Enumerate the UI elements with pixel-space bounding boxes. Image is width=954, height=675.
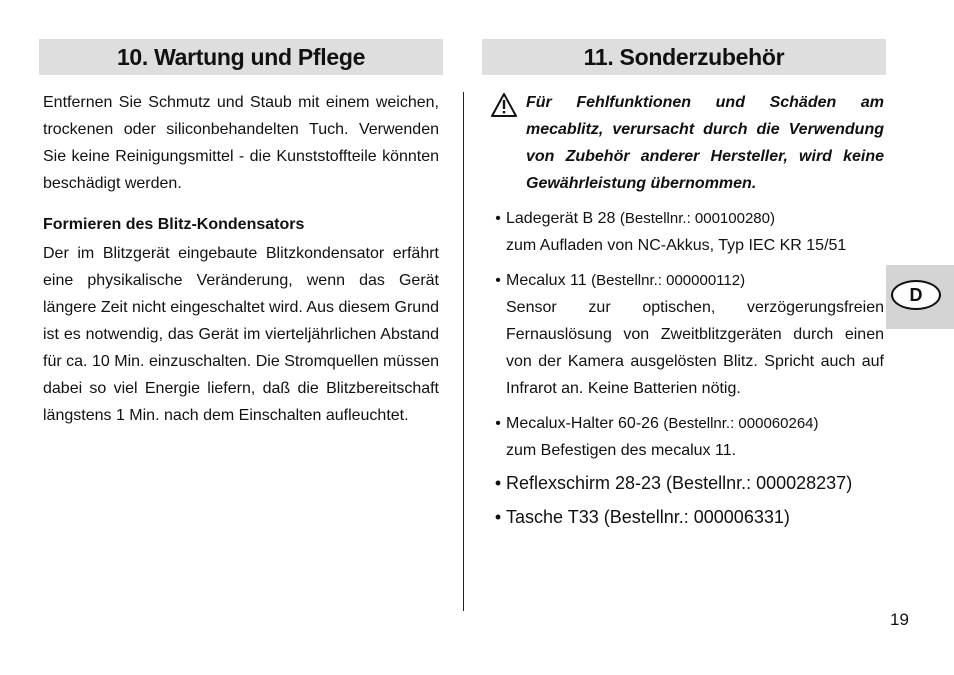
item-name: Reflexschirm 28-23 (Bestellnr.: 000028237) — [506, 473, 853, 493]
list-bullet: • — [494, 507, 502, 527]
accessories-column — [490, 89, 884, 532]
item-order-number: (Bestellnr.: 000060264) — [663, 415, 819, 432]
list-bullet: • — [494, 473, 502, 493]
warning-note — [490, 89, 884, 197]
capacitor-body: Der im Blitzgerät eingebaute Blitzkondensator erfährt eine physikalische Veränderung, wenn das Gerät längere Zeit nicht eingeschaltet wird. Aus diesem Grund ist es notwendig, das Gerät im vierteljährlichen Abstand für ca. 10 Min. einzuschalten. Die Stromquellen müssen dabei so viel Energie liefern, daß die Blitzbereitschaft längstens 1 Min. nach dem Einschalten aufleuchtet. — [43, 245, 439, 424]
item-name: Ladegerät B 28 — [506, 210, 616, 227]
list-bullet: • — [495, 415, 501, 432]
item-name: Tasche T33 (Bestellnr.: 000006331) — [506, 507, 790, 527]
maintenance-intro: Entfernen Sie Schmutz und Staub mit einem weichen, trockenen oder siliconbehandelten Tuch. Verwenden Sie keine Reinigungsmittel - die Kunststoffteile könnten beschädigt werden. — [43, 94, 439, 192]
list-bullet: • — [495, 210, 501, 227]
item-order-number: (Bestellnr.: 000000112) — [591, 272, 746, 289]
section-title-maintenance: 10. Wartung und Pflege — [39, 39, 443, 75]
list-item — [490, 502, 884, 532]
page-number: 19 — [890, 610, 909, 629]
list-bullet: • — [495, 272, 501, 289]
language-tab-label: D — [891, 280, 941, 310]
language-tab — [886, 265, 954, 329]
warning-text: Für Fehlfunktionen und Schäden am mecablitz, verursacht durch die Verwendung von Zubehör anderer Hersteller, wird keine Gewährleistung übernommen. — [526, 94, 884, 192]
item-description: zum Aufladen von NC-Akkus, Typ IEC KR 15/51 — [506, 237, 847, 254]
maintenance-column — [43, 89, 439, 429]
section-title-accessories: 11. Sonderzubehör — [482, 39, 886, 75]
item-order-number: (Bestellnr.: 000100280) — [619, 210, 775, 227]
item-description: zum Befestigen des mecalux 11. — [506, 442, 737, 459]
warning-triangle-icon — [490, 92, 526, 197]
list-item — [490, 468, 884, 498]
item-name: Mecalux-Halter 60-26 — [506, 415, 659, 432]
list-item — [490, 205, 884, 259]
item-name: Mecalux 11 — [506, 272, 587, 289]
list-item — [490, 410, 884, 464]
list-item — [490, 267, 884, 402]
column-divider — [463, 92, 464, 611]
item-description: Sensor zur optischen, verzögerungsfreien Fernauslösung von Zweitblitzgeräten durch einen von der Kamera ausgelösten Blitz. Spricht auch auf Infrarot an. Keine Batterien nötig. — [506, 299, 884, 397]
capacitor-subheading: Formieren des Blitz-Kondensators — [43, 216, 305, 233]
